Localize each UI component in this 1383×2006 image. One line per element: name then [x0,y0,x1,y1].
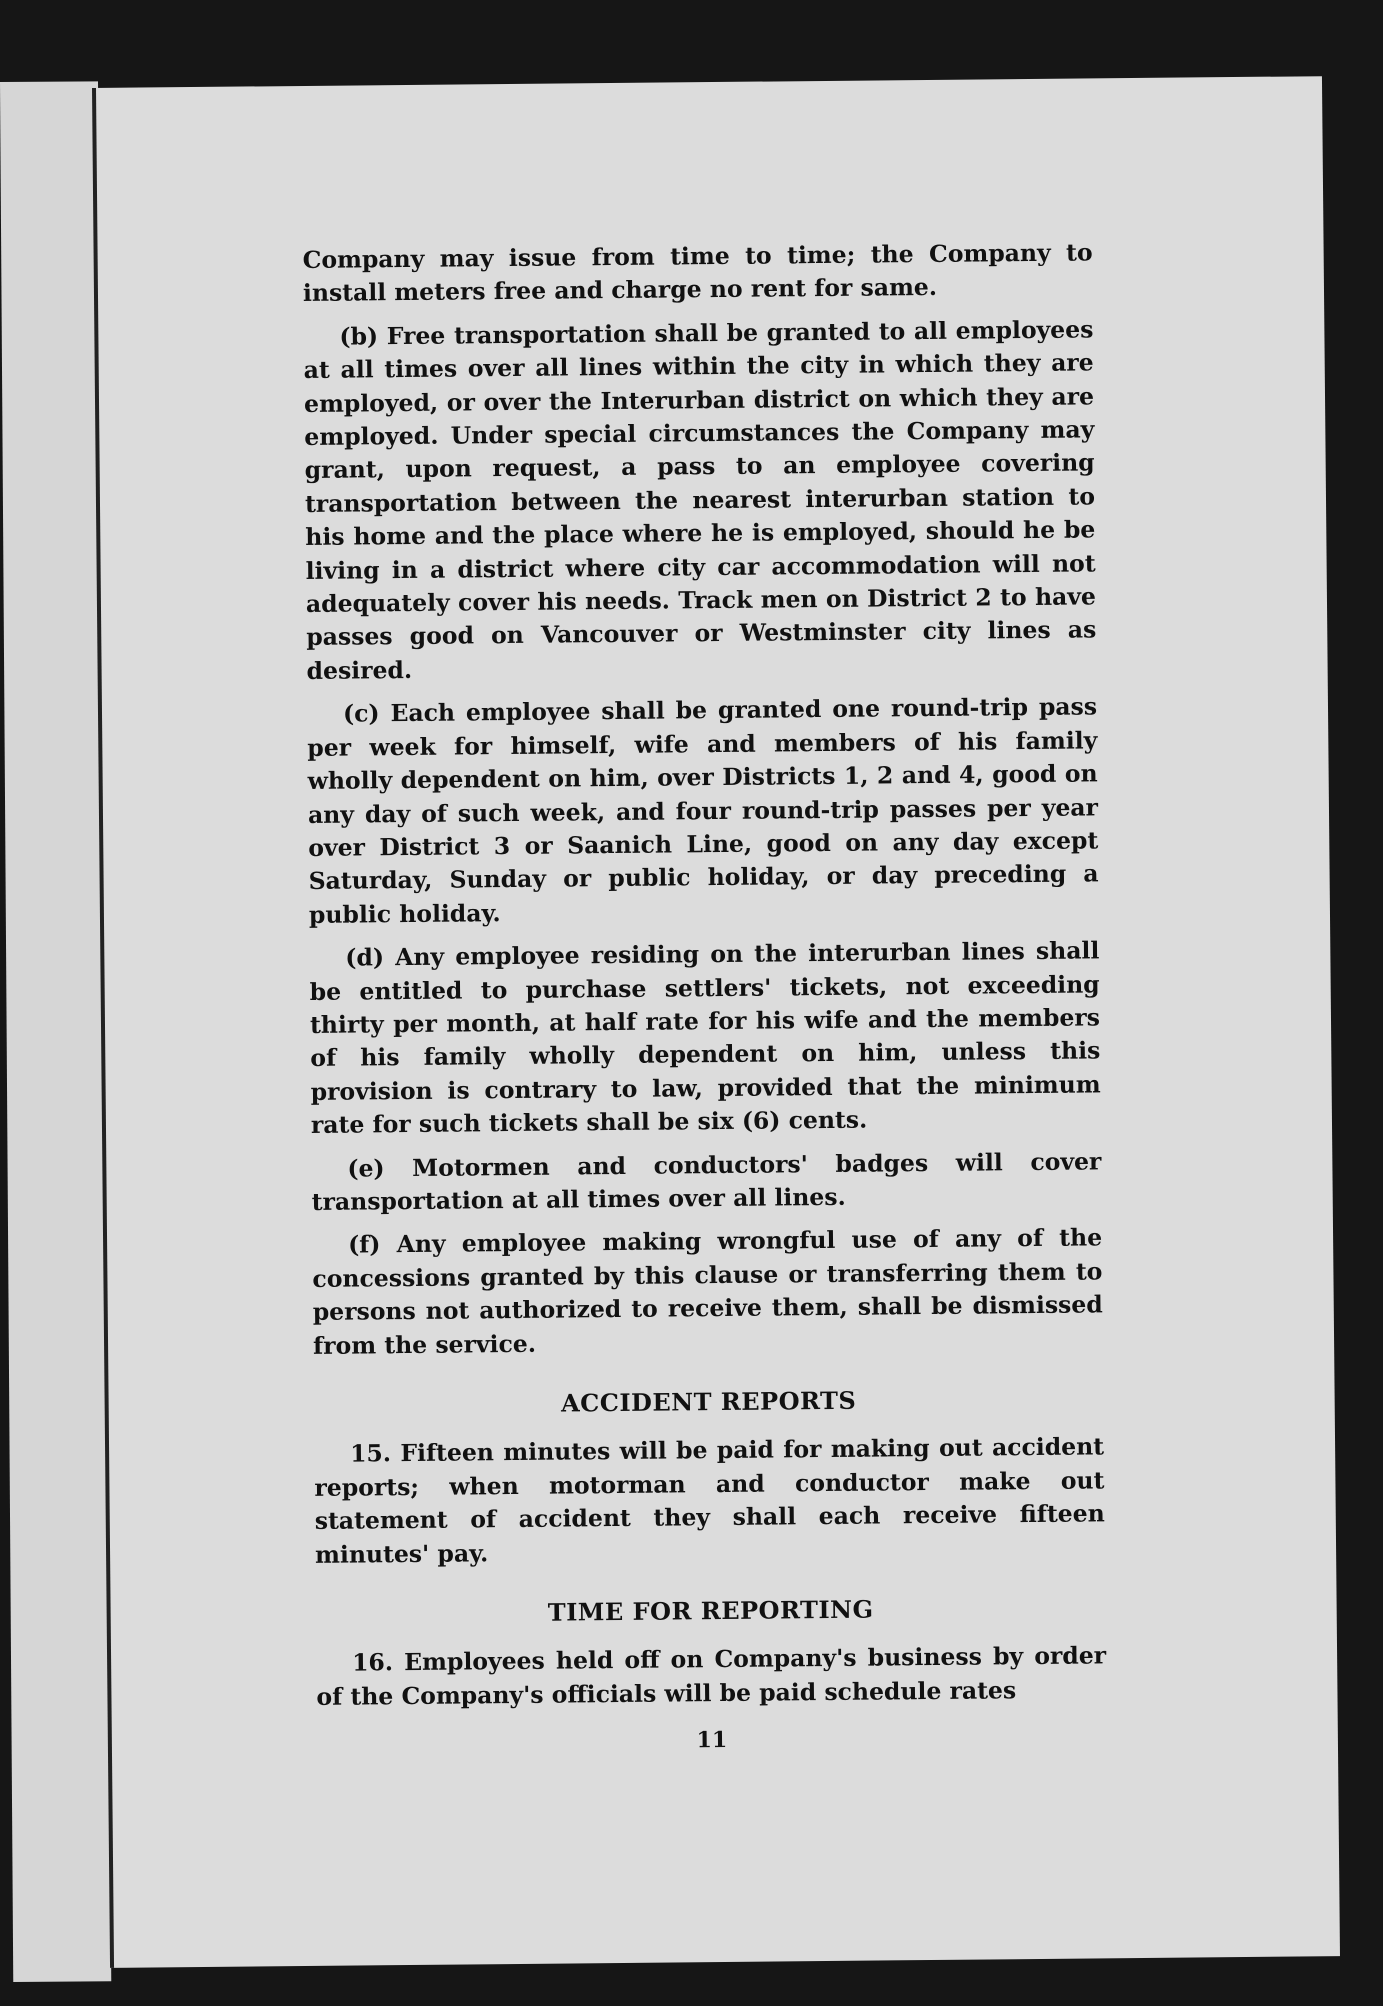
document-page [92,76,1340,1968]
paragraph-f: (f) Any employee making wrongful use of any of the concessions granted by this clause or transferring them to persons not authorized to receive them, shall be dismissed from the service. [312,1223,1103,1360]
paragraph-16: 16. Employees held off on Company's business by order of the Company's officials will be paid schedule rates [316,1641,1107,1711]
heading-time-for-reporting: TIME FOR REPORTING [547,1594,874,1627]
paragraph-intro: Company may issue from time to time; the Company to install meters free and charge no rent for same. [302,238,1093,308]
paragraph-e: (e) Motormen and conductors' badges will cover transportation at all times over all lines. [311,1146,1102,1216]
paragraph-b: (b) Free transportation shall be granted to all employees at all times over all lines within the city in which they are employed, or over the Interurban district on which they are employed. Under special circumstances the Company may grant, upon request, a pass to an employee covering transportation between the nearest interurban station to his home and the place where he is employed, should he be living in a district where city car accommodation will not adequately cover his needs. Track men on District 2 to have passes good on Vancouver or Westminster city lines as desired. [303,315,1097,685]
page-number: 11 [696,1727,728,1754]
paragraph-15: 15. Fifteen minutes will be paid for making out accident reports; when motorman and conductor make out statement of accident they shall each receive fifteen minutes' pay. [314,1432,1105,1569]
paragraph-c: (c) Each employee shall be granted one round-trip pass per week for himself, wife and members of his family wholly dependent on him, over Districts 1, 2 and 4, good on any day of such week, and four round-trip passes per year over District 3 or Saanich Line, good on any day except Saturday, Sunday or public holiday, or day preceding a public holiday. [307,692,1099,929]
paragraph-d: (d) Any employee residing on the interurban lines shall be entitled to purchase settlers' tickets, not exceeding thirty per month, at half rate for his wife and the members of his family wholly dependent on him, unless this provision is contrary to law, provided that the minimum rate for such tickets shall be six (6) cents. [309,936,1101,1140]
heading-accident-reports: ACCIDENT REPORTS [560,1385,857,1418]
page-body [303,236,1108,1761]
